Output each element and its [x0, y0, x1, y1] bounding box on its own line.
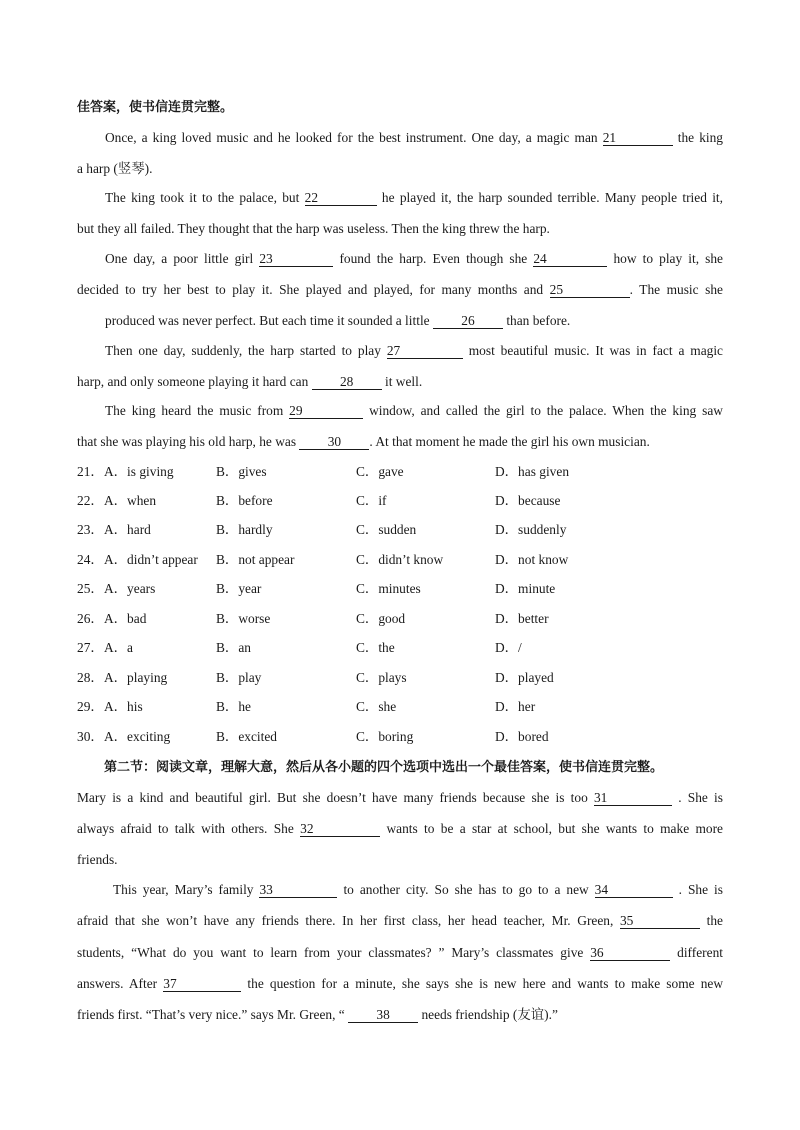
option-d[interactable]: D．has given: [495, 464, 570, 479]
blank-32: 32: [300, 821, 380, 837]
option-d[interactable]: D．/: [495, 640, 522, 655]
option-d[interactable]: D．bored: [495, 729, 549, 744]
passage1-line-3: The king took it to the palace, but 22 he played it, the harp sounded terrible. Many people tried it,: [105, 190, 723, 205]
option-d[interactable]: D．played: [495, 670, 554, 685]
option-b[interactable]: B．before: [216, 493, 273, 508]
option-c[interactable]: C．if: [356, 493, 387, 508]
blank-34: 34: [595, 882, 673, 898]
option-b[interactable]: B．gives: [216, 464, 267, 479]
blank-31: 31: [594, 790, 672, 806]
passage2-line-6: students, “What do you want to learn from your classmates? ” Mary’s classmates give 36 different: [77, 945, 723, 960]
option-b[interactable]: B．year: [216, 581, 262, 596]
blank-26: 26: [433, 313, 503, 329]
option-c[interactable]: C．she: [356, 699, 397, 714]
option-c[interactable]: C．minutes: [356, 581, 421, 596]
option-d[interactable]: D．not know: [495, 552, 569, 567]
option-b[interactable]: B．worse: [216, 611, 271, 626]
option-a[interactable]: A．exciting: [104, 729, 171, 744]
blank-29: 29: [289, 403, 363, 419]
option-c[interactable]: C．didn’t know: [356, 552, 444, 567]
passage2-line-2: always afraid to talk with others. She 32 wants to be a star at school, but she wants to make more: [77, 821, 723, 836]
option-c[interactable]: C．sudden: [356, 522, 417, 537]
passage1-line-8: Then one day, suddenly, the harp started to play 27 most beautiful music. It was in fact a magic: [105, 343, 723, 358]
blank-25: 25: [550, 282, 630, 298]
option-a[interactable]: A．a: [104, 640, 134, 655]
section2-heading: 第二节：阅读文章，理解大意，然后从各小题的四个选项中选出一个最佳答案，使书信连贯完整。: [104, 760, 664, 775]
passage1-line-6: decided to try her best to play it. She played and played, for many months and 25 . The music she: [77, 282, 723, 297]
blank-27: 27: [387, 343, 463, 359]
option-a[interactable]: A．years: [104, 581, 156, 596]
passage1-line-10: The king heard the music from 29 window, and called the girl to the palace. When the king saw: [105, 403, 723, 418]
option-b[interactable]: B．an: [216, 640, 251, 655]
option-c[interactable]: C．the: [356, 640, 395, 655]
option-b[interactable]: B．play: [216, 670, 262, 685]
blank-22: 22: [305, 190, 377, 206]
passage2-line-1: Mary is a kind and beautiful girl. But she doesn’t have many friends because she is too 31 . She is: [77, 790, 723, 805]
blank-24: 24: [533, 251, 607, 267]
passage2-line-7: answers. After 37 the question for a minute, she says she is new here and wants to make some new: [77, 976, 723, 991]
option-d[interactable]: D．her: [495, 699, 536, 714]
blank-21: 21: [603, 130, 673, 146]
option-a[interactable]: A．hard: [104, 522, 151, 537]
option-d[interactable]: D．minute: [495, 581, 556, 596]
passage2-line-4: This year, Mary’s family 33 to another city. So she has to go to a new 34 . She is: [113, 882, 723, 897]
top-instruction: 佳答案，使书信连贯完整。: [77, 100, 234, 115]
option-a[interactable]: A．bad: [104, 611, 147, 626]
passage1-line-9: harp, and only someone playing it hard can 28 it well.: [77, 374, 423, 389]
blank-37: 37: [163, 976, 241, 992]
passage2-line-8: friends first. “That’s very nice.” says Mr. Green, “ 38 needs friendship (友谊).”: [77, 1007, 558, 1022]
blank-35: 35: [620, 913, 700, 929]
exam-page: 佳答案，使书信连贯完整。 Once, a king loved music and he looked for the best instrument. One day, a magic man 21 the king a harp (竖琴). The king took it to the palace, but 22 he played it, the harp sounded terrible. Many people tried it, but they all failed. They thought that the harp was useless. Then the king threw the harp. One day, a poor little girl 23 found the harp. Even though she 24 how to play it, she decided to try her best to play it. She played and played, for many months and 25 . The music she produced was never perfect. But each time it sounded a little 26 than before. Then one day, suddenly, the harp started to play 27 most beautiful music. It was in fact a magic harp, and only someone playing it hard can 28 it well. The king heard the music from 29 window, and called the girl to the palace. When the king saw that she was playing his old harp, he was 30 . At that moment he made the girl his own musician. 21． A．is giving B．gives C．gave D．has given 22． A．when B．before C．if D．because 23． A．hard B．hardly C．sudden D．suddenly 24． A．didn’t appear B．not appear C．didn’t know D．not know 25． A．years B．year C．minutes D．minute 26． A．bad B．worse C．good D．better 27． A．a B．an C．the D．/ 28． A．playing B．play C．plays D．played 29． A．his B．he C．she D．her 30． A．exciting B．excited C．boring D．bored 第二节：阅读文章，理解大意，然后从各小题的四个选项中选出一个最佳答案，使书信连贯完整。 Mary is a kind and beautiful girl. But she doesn’t have many friends because she is too 31 . She is always afraid to talk with others. She 32 wants to be a star at school, but she wants to make more friends. This year, Mary’s family 33 to another city. So she has to go to a new 34 . She is afraid that she won’t have any friends there. In her first class, her head teacher, Mr. Green, 35 the students, “What do you want to learn from your classmates? ” Mary’s classmates give 36 different answers. After 37 the question for a minute, she says she is new here and wants to make some new friends first. “That’s very nice.” says Mr. Green, “ 38 needs friendship (友谊).”: [77, 100, 724, 1022]
option-c[interactable]: C．plays: [356, 670, 407, 685]
option-b[interactable]: B．hardly: [216, 522, 273, 537]
passage1-line-1: Once, a king loved music and he looked for the best instrument. One day, a magic man 21 the king: [105, 130, 723, 145]
option-c[interactable]: C．boring: [356, 729, 414, 744]
blank-38: 38: [348, 1007, 418, 1023]
passage1-line-11: that she was playing his old harp, he was 30 . At that moment he made the girl his own musician.: [77, 434, 650, 449]
blank-33: 33: [259, 882, 337, 898]
passage2-line-3: friends.: [77, 852, 118, 867]
passage1-line-2: a harp (竖琴).: [77, 161, 153, 176]
option-c[interactable]: C．gave: [356, 464, 404, 479]
option-d[interactable]: D．better: [495, 611, 549, 626]
option-c[interactable]: C．good: [356, 611, 406, 626]
option-d[interactable]: D．suddenly: [495, 522, 567, 537]
option-a[interactable]: A．didn’t appear: [104, 552, 198, 567]
passage1-line-7: produced was never perfect. But each time it sounded a little 26 than before.: [105, 313, 571, 328]
blank-28: 28: [312, 374, 382, 390]
option-d[interactable]: D．because: [495, 493, 561, 508]
option-a[interactable]: A．when: [104, 493, 157, 508]
passage2-line-5: afraid that she won’t have any friends there. In her first class, her head teacher, Mr. Green, 35 the: [77, 913, 723, 928]
option-a[interactable]: A．is giving: [104, 464, 174, 479]
blank-36: 36: [590, 945, 670, 961]
option-b[interactable]: B．not appear: [216, 552, 295, 567]
blank-30: 30: [299, 434, 369, 450]
blank-23: 23: [259, 251, 333, 267]
option-b[interactable]: B．excited: [216, 729, 277, 744]
passage1-line-4: but they all failed. They thought that the harp was useless. Then the king threw the harp.: [77, 221, 550, 236]
passage1-line-5: One day, a poor little girl 23 found the harp. Even though she 24 how to play it, she: [105, 251, 724, 266]
option-a[interactable]: A．his: [104, 699, 143, 714]
option-b[interactable]: B．he: [216, 699, 251, 714]
option-a[interactable]: A．playing: [104, 670, 168, 685]
